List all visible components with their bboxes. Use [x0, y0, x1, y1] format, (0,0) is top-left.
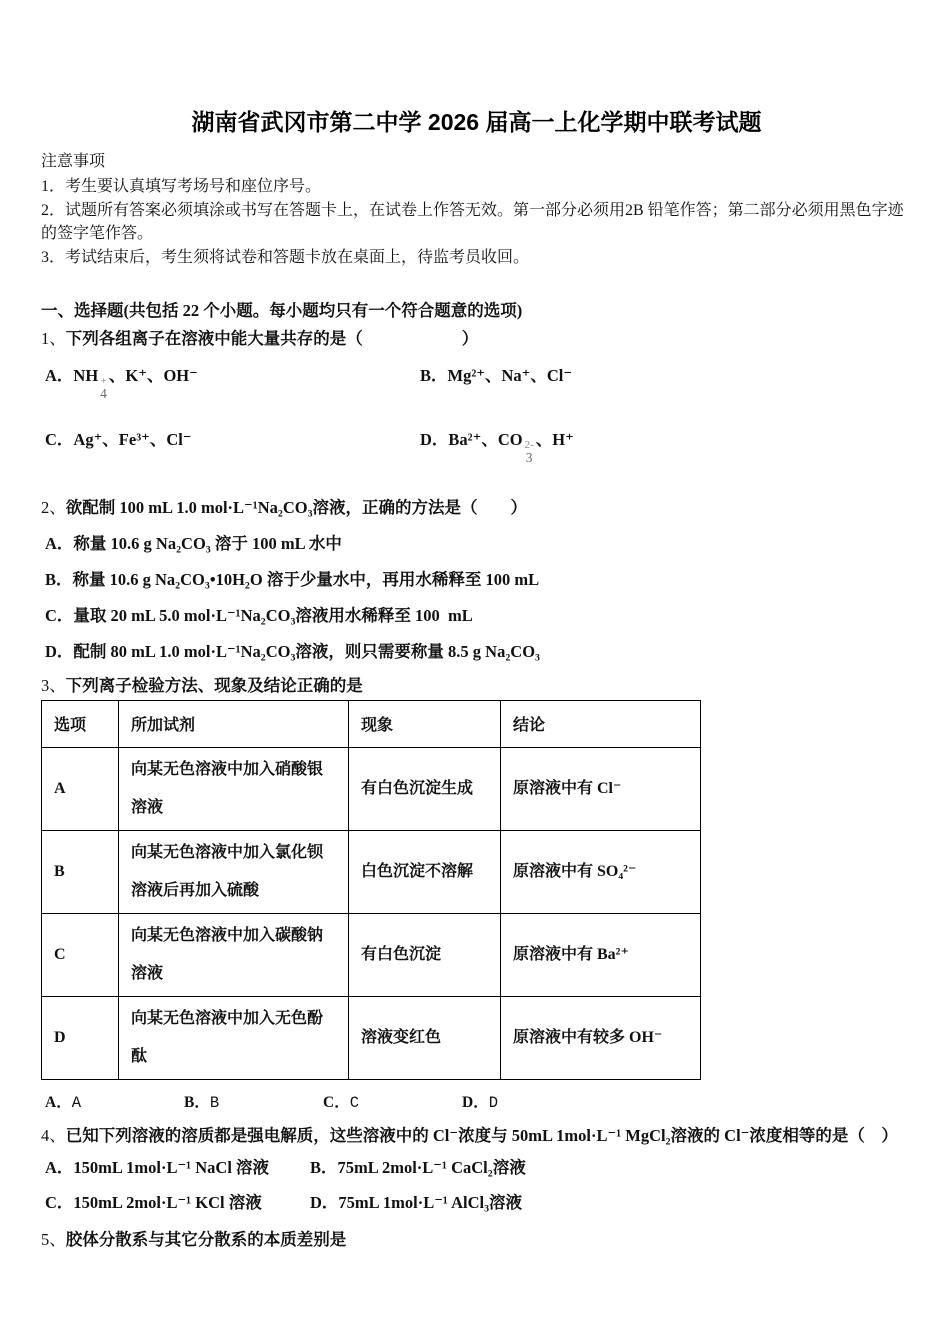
co3-ion-charge-stack	[525, 440, 534, 464]
row-d-phenomenon: 溶液变红色	[349, 996, 501, 1079]
header-phenomenon: 现象	[349, 700, 501, 747]
row-b-reagent: 向某无色溶液中加入氯化钡溶液后再加入硫酸	[119, 830, 349, 913]
q1-option-c: C．Ag⁺、Fe³⁺、Cl⁻	[45, 429, 192, 449]
question-3-number: 3、	[41, 675, 66, 695]
question-2-options	[41, 532, 912, 663]
question-1-text: 下列各组离子在溶液中能大量共存的是（ ）	[65, 328, 479, 348]
q3-answer-b-value: B	[209, 1093, 220, 1112]
q3-answer-c	[323, 1093, 462, 1113]
q3-answer-d	[462, 1093, 601, 1113]
q3-answer-a-label: A．	[45, 1093, 72, 1111]
co3-subscript: 3	[525, 449, 533, 465]
question-4-stem	[41, 1124, 912, 1147]
table-row-b	[42, 830, 701, 913]
row-a-reagent: 向某无色溶液中加入硝酸银溶液	[119, 747, 349, 830]
q4-option-b: B．75mL 2mol·L⁻¹ CaCl₂溶液	[310, 1157, 526, 1177]
table-row-c	[42, 913, 701, 996]
notice-section	[41, 151, 912, 270]
q4-option-c: C．150mL 2mol·L⁻¹ KCl 溶液	[45, 1192, 262, 1212]
row-a-phenomenon: 有白色沉淀生成	[349, 747, 501, 830]
question-3-stem	[41, 674, 912, 697]
q3-answer-a	[45, 1093, 184, 1113]
page-title: 湖南省武冈市第二中学 2026 届高一上化学期中联考试题	[191, 109, 762, 135]
question-3-answer-options	[41, 1093, 912, 1113]
notice-item-1: 1．考生要认真填写考场号和座位序号。	[41, 177, 322, 195]
q2-option-b: B．称量 10.6 g Na₂CO₃•10H₂O 溶于少量水中，再用水稀释至 100 mL	[45, 569, 540, 589]
q1-option-d-pre: D．Ba²⁺、CO	[420, 429, 523, 449]
q3-answer-d-value: D	[488, 1093, 499, 1112]
q4-option-d: D．75mL 1mol·L⁻¹ AlCl₃溶液	[310, 1192, 523, 1212]
question-2-text: 欲配制 100 mL 1.0 mol·L⁻¹Na₂CO₃溶液，正确的方法是（ ）	[65, 497, 528, 517]
row-a-option: A	[42, 747, 119, 830]
row-c-option: C	[42, 913, 119, 996]
row-c-conclusion: 原溶液中有 Ba²⁺	[501, 913, 701, 996]
q3-answer-c-label: C．	[323, 1093, 350, 1111]
question-5-text: 胶体分散系与其它分散系的本质差别是	[65, 1229, 347, 1249]
row-c-phenomenon: 有白色沉淀	[349, 913, 501, 996]
row-a-conclusion: 原溶液中有 Cl⁻	[501, 747, 701, 830]
q3-ion-test-table	[41, 700, 701, 1080]
question-5-number: 5、	[41, 1229, 66, 1249]
nh4-ion-charge-stack	[100, 376, 107, 400]
q3-answer-c-value: C	[349, 1093, 360, 1112]
q2-option-c: C．量取 20 mL 5.0 mol·L⁻¹Na₂CO₃溶液用水稀释至 100 mL	[45, 605, 473, 625]
q3-answer-b	[184, 1093, 323, 1113]
q3-answer-d-label: D．	[462, 1093, 489, 1111]
question-1-number: 1、	[41, 328, 66, 348]
nh4-superscript: +	[100, 374, 107, 387]
notice-item-2: 2．试题所有答案必须填涂或书写在答题卡上，在试卷上作答无效。第一部分必须用2B 铅笔作答；第二部分必须用黑色字迹的签字笔作答。	[41, 202, 904, 242]
row-b-option: B	[42, 830, 119, 913]
question-5-stem	[41, 1228, 912, 1251]
notice-item-3: 3．考试结束后，考生须将试卷和答题卡放在桌面上，待监考员收回。	[41, 249, 530, 266]
row-c-reagent: 向某无色溶液中加入碳酸钠溶液	[119, 913, 349, 996]
row-b-phenomenon: 白色沉淀不溶解	[349, 830, 501, 913]
question-1-stem	[41, 327, 912, 350]
q1-option-d	[420, 426, 912, 464]
header-conclusion: 结论	[501, 700, 701, 747]
row-d-reagent: 向某无色溶液中加入无色酚酞	[119, 996, 349, 1079]
row-d-conclusion: 原溶液中有较多 OH⁻	[501, 996, 701, 1079]
nh4-subscript: 4	[100, 385, 107, 401]
q4-option-a: A．150mL 1mol·L⁻¹ NaCl 溶液	[45, 1157, 270, 1177]
section-1-heading: 一、选择题(共包括 22 个小题。每小题均只有一个符合题意的选项)	[41, 300, 523, 320]
table-row-d	[42, 996, 701, 1079]
header-option: 选项	[42, 700, 119, 747]
question-4-text: 已知下列溶液的溶质都是强电解质，这些溶液中的 Cl⁻浓度与 50mL 1mol·L⁻¹ MgCl₂溶液的 Cl⁻浓度相等的是（ ）	[65, 1125, 898, 1145]
question-2-number: 2、	[41, 497, 66, 517]
question-4-options	[41, 1156, 912, 1214]
q3-answer-a-value: A	[71, 1093, 82, 1112]
question-1-options	[41, 362, 912, 464]
question-4-number: 4、	[41, 1125, 66, 1145]
co3-superscript: 2-	[524, 438, 534, 451]
q1-option-d-post: 、H⁺	[535, 429, 574, 449]
q1-option-b: B．Mg²⁺、Na⁺、Cl⁻	[420, 365, 573, 385]
notice-heading: 注意事项	[41, 153, 106, 170]
q1-option-a-post: 、K⁺、OH⁻	[108, 365, 198, 385]
q3-answer-b-label: B．	[184, 1093, 210, 1111]
table-header-row	[42, 700, 701, 747]
row-d-option: D	[42, 996, 119, 1079]
q2-option-d: D．配制 80 mL 1.0 mol·L⁻¹Na₂CO₃溶液，则只需要称量 8.5 g Na₂CO₃	[45, 641, 540, 661]
question-2-stem	[41, 496, 912, 519]
q2-option-a: A．称量 10.6 g Na₂CO₃ 溶于 100 mL 水中	[45, 533, 342, 553]
table-row-a	[42, 747, 701, 830]
row-b-conclusion: 原溶液中有 SO₄²⁻	[501, 830, 701, 913]
header-reagent: 所加试剂	[119, 700, 349, 747]
question-3-text: 下列离子检验方法、现象及结论正确的是	[65, 675, 363, 695]
q1-option-a-pre: A．NH	[45, 365, 99, 385]
q1-option-a	[45, 362, 420, 400]
